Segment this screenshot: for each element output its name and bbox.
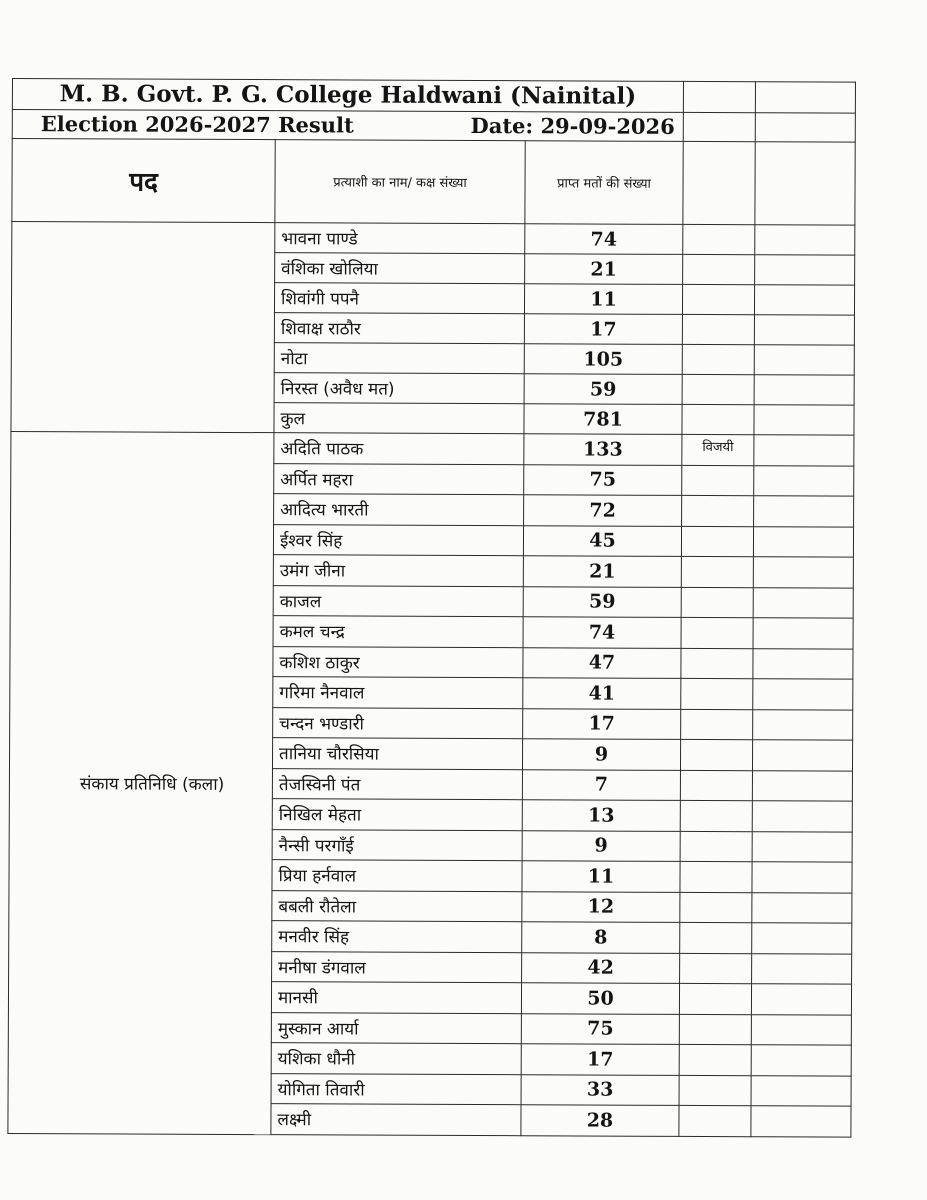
result-status [681,556,753,587]
candidate-name: गरिमा नैनवाल [273,677,523,709]
vote-count: 105 [524,344,682,375]
candidate-row [12,222,855,256]
blank-cell [753,740,853,771]
candidate-header: प्रत्याशी का नाम/ कक्ष संख्या [275,140,525,224]
blank-cell [752,953,852,984]
result-status [680,922,752,953]
result-status [680,831,752,862]
result-status [681,587,753,618]
vote-count: 75 [524,464,682,495]
vote-count: 74 [525,224,683,255]
candidate-name: कुल [274,403,524,434]
vote-count: 21 [525,254,683,285]
subtitle-cell [12,110,683,142]
blank-cell [754,405,854,435]
vote-count: 59 [524,374,682,405]
result-status [682,465,754,496]
vote-count: 47 [523,647,681,678]
result-status [682,374,754,404]
result-status [681,678,753,709]
result-status [679,1075,751,1106]
column-header-row [12,139,855,226]
vote-count: 17 [524,314,682,345]
vote-count: 17 [521,1044,679,1075]
result-status [682,284,754,314]
candidate-name: भावना पाण्डे [275,223,525,254]
candidate-name: मनवीर सिंह [272,921,522,953]
college-title: M. B. Govt. P. G. College Haldwani (Nainital) [12,79,683,113]
candidate-name: मानसी [271,982,521,1014]
candidate-name: नोटा [274,343,524,374]
vote-count: 21 [523,556,681,587]
result-status [680,892,752,923]
result-status [681,617,753,648]
result-status [682,404,754,434]
result-sheet [12,78,855,1134]
candidate-name: अर्पित महरा [274,463,524,495]
blank-cell [755,225,855,255]
vote-count: 8 [522,922,680,953]
vote-count: 9 [522,830,680,861]
candidate-name: लक्ष्मी [271,1104,521,1136]
result-status [680,953,752,984]
result-status [683,254,755,284]
blank-cell [752,770,852,801]
result-status [681,648,753,679]
candidate-name: निरस्त (अवैध मत) [274,373,524,404]
vote-count: 12 [522,891,680,922]
candidate-name: कमल चन्द्र [273,616,523,648]
subtitle-row [12,110,855,143]
candidate-name: अदिति पाठक [274,433,524,465]
result-status [679,1105,751,1136]
votes-header: प्राप्त मतों की संख्या [525,141,683,225]
blank-cell [754,315,854,345]
vote-count: 781 [524,404,682,435]
result-table [7,78,856,1137]
candidate-name: प्रिया हर्नवाल [272,860,522,892]
vote-count: 75 [521,1013,679,1044]
result-status [681,526,753,557]
blank-cell [753,648,853,679]
blank-cell [755,113,855,142]
vote-count: 42 [522,952,680,983]
blank-cell [683,81,755,112]
blank-cell [752,923,852,954]
candidate-name: योगिता तिवारी [271,1073,521,1105]
blank-cell [755,255,855,285]
candidate-name: आदित्य भारती [274,494,524,526]
result-status [682,314,754,344]
candidate-name: कशिश ठाकुर [273,646,523,678]
blank-cell [751,1014,851,1045]
result-status [680,861,752,892]
blank-cell [751,1045,851,1076]
blank-cell [751,1106,851,1137]
candidate-name: काजल [273,585,523,617]
result-status [682,344,754,374]
vote-count: 28 [521,1105,679,1136]
election-title: Election 2026-2027 Result [40,111,354,138]
vote-count: 9 [522,739,680,770]
candidate-name: बबली रौतेला [272,890,522,922]
blank-cell [752,892,852,923]
result-status [680,800,752,831]
blank-cell [752,862,852,893]
blank-cell [751,1075,851,1106]
blank-cell [753,526,853,557]
result-status [680,770,752,801]
vote-count: 17 [523,708,681,739]
blank-cell [754,345,854,375]
blank-cell [755,142,855,225]
result-status [681,739,753,770]
vote-count: 45 [523,525,681,556]
post-name: संकाय प्रतिनिधि (कला) [8,431,274,1134]
blank-cell [752,831,852,862]
candidate-name: यशिका धौनी [271,1043,521,1075]
blank-cell [754,496,854,527]
candidate-name: शिवाक्ष राठौर [274,313,524,344]
blank-cell [751,984,851,1015]
blank-cell [754,435,854,466]
blank-cell [753,557,853,588]
candidate-name: शिवांगी पपनै [274,283,524,314]
post-name [11,222,275,433]
vote-count: 41 [523,678,681,709]
vote-count: 13 [522,800,680,831]
candidate-name: मुस्कान आर्या [271,1012,521,1044]
blank-cell [752,801,852,832]
vote-count: 11 [522,861,680,892]
blank-cell [753,679,853,710]
blank-cell [753,587,853,618]
result-status [679,1014,751,1045]
result-date: Date: 29-09-2026 [470,113,675,139]
candidate-name: मनीषा डंगवाल [272,951,522,983]
candidate-name: नैन्सी परगाँई [272,829,522,861]
result-status [681,709,753,740]
vote-count: 7 [522,769,680,800]
vote-count: 59 [523,586,681,617]
candidate-name: निखिल मेहता [272,799,522,831]
result-status [682,495,754,526]
blank-cell [754,285,854,315]
blank-cell [753,709,853,740]
candidate-row [11,431,854,465]
title-row [12,79,855,114]
candidate-name: चन्दन भण्डारी [273,707,523,739]
result-status [683,224,755,254]
post-header: पद [12,139,275,223]
result-status [679,1044,751,1075]
result-status [679,983,751,1014]
blank-cell [753,618,853,649]
vote-count: 72 [524,495,682,526]
vote-count: 33 [521,1074,679,1105]
vote-count: 11 [524,284,682,315]
blank-cell [754,465,854,496]
candidate-name: तानिया चौरसिया [272,738,522,770]
blank-cell [754,375,854,405]
candidate-name: तेजस्विनी पंत [272,768,522,800]
candidate-name: उमंग जीना [273,555,523,587]
vote-count: 50 [521,983,679,1014]
result-status: विजयी [682,434,754,465]
candidate-name: वंशिका खोलिया [275,253,525,284]
vote-count: 133 [524,434,682,465]
blank-cell [683,141,755,224]
blank-cell [683,112,755,141]
candidate-name: ईश्वर सिंह [273,524,523,556]
vote-count: 74 [523,617,681,648]
blank-cell [755,82,855,113]
